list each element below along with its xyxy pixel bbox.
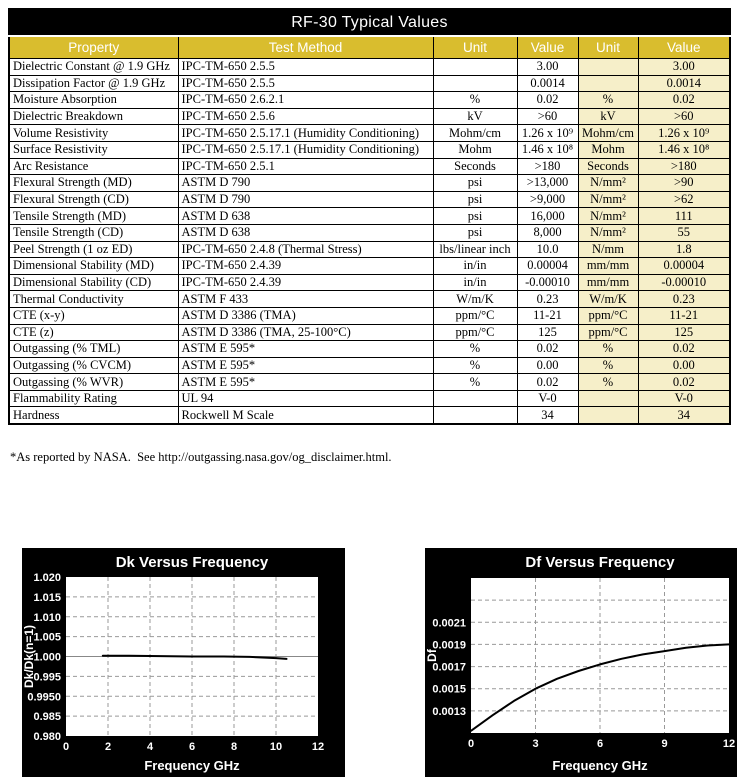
value-cell: 125 xyxy=(517,324,578,341)
svg-text:9: 9 xyxy=(661,738,668,750)
metric-value-cell: >60 xyxy=(638,108,730,125)
metric-unit-cell xyxy=(578,75,638,92)
property-cell: Volume Resistivity xyxy=(9,125,178,142)
value-cell: 0.00 xyxy=(517,357,578,374)
test-method-cell: IPC-TM-650 2.5.6 xyxy=(178,108,433,125)
dk-chart-svg xyxy=(22,548,345,777)
unit-cell xyxy=(433,75,517,92)
test-method-cell: ASTM D 638 xyxy=(178,208,433,225)
unit-cell: ppm/°C xyxy=(433,324,517,341)
test-method-cell: ASTM D 3386 (TMA, 25-100°C) xyxy=(178,324,433,341)
metric-unit-cell: % xyxy=(578,357,638,374)
value-cell: 0.02 xyxy=(517,374,578,391)
metric-value-cell: V-0 xyxy=(638,390,730,407)
table-row xyxy=(9,108,730,125)
value-cell: 0.23 xyxy=(517,291,578,308)
test-method-cell: IPC-TM-650 2.5.5 xyxy=(178,75,433,92)
test-method-cell: IPC-TM-650 2.5.17.1 (Humidity Conditioning) xyxy=(178,125,433,142)
unit-cell: W/m/K xyxy=(433,291,517,308)
property-cell: Peel Strength (1 oz ED) xyxy=(9,241,178,258)
test-method-cell: IPC-TM-650 2.6.2.1 xyxy=(178,92,433,109)
metric-value-cell: -0.00010 xyxy=(638,274,730,291)
metric-unit-cell: N/mm xyxy=(578,241,638,258)
metric-unit-cell xyxy=(578,407,638,424)
table-row xyxy=(9,175,730,192)
df-chart-svg xyxy=(425,548,737,777)
column-header-2: Unit xyxy=(433,36,517,59)
metric-unit-cell: kV xyxy=(578,108,638,125)
table-row xyxy=(9,158,730,175)
value-cell: 0.0014 xyxy=(517,75,578,92)
metric-value-cell: 1.26 x 10⁹ xyxy=(638,125,730,142)
svg-text:Frequency GHz: Frequency GHz xyxy=(144,758,240,773)
unit-cell: ppm/°C xyxy=(433,307,517,324)
unit-cell: % xyxy=(433,357,517,374)
unit-cell: psi xyxy=(433,175,517,192)
property-cell: Outgassing (% WVR) xyxy=(9,374,178,391)
table-row xyxy=(9,224,730,241)
column-header-row xyxy=(9,36,730,59)
svg-text:10: 10 xyxy=(269,741,283,753)
metric-value-cell: 34 xyxy=(638,407,730,424)
svg-text:0.9950: 0.9950 xyxy=(27,691,61,704)
unit-cell: % xyxy=(433,341,517,358)
test-method-cell: IPC-TM-650 2.4.8 (Thermal Stress) xyxy=(178,241,433,258)
metric-value-cell: >62 xyxy=(638,191,730,208)
svg-text:0.0021: 0.0021 xyxy=(432,617,466,630)
svg-text:12: 12 xyxy=(311,741,325,753)
metric-unit-cell: % xyxy=(578,374,638,391)
unit-cell xyxy=(433,390,517,407)
unit-cell: % xyxy=(433,374,517,391)
svg-text:Dk Versus Frequency: Dk Versus Frequency xyxy=(115,554,269,571)
test-method-cell: Rockwell M Scale xyxy=(178,407,433,424)
table-row xyxy=(9,241,730,258)
value-cell: 0.00004 xyxy=(517,258,578,275)
unit-cell: in/in xyxy=(433,258,517,275)
table-row xyxy=(9,191,730,208)
metric-value-cell: 0.0014 xyxy=(638,75,730,92)
dk-frequency-chart xyxy=(22,548,345,777)
unit-cell: lbs/linear inch xyxy=(433,241,517,258)
property-cell: Thermal Conductivity xyxy=(9,291,178,308)
table-row xyxy=(9,374,730,391)
metric-value-cell: 1.46 x 10⁸ xyxy=(638,141,730,158)
table-row xyxy=(9,141,730,158)
property-cell: Dissipation Factor @ 1.9 GHz xyxy=(9,75,178,92)
svg-text:0: 0 xyxy=(467,738,475,750)
svg-text:0.0013: 0.0013 xyxy=(432,705,466,718)
metric-unit-cell: N/mm² xyxy=(578,208,638,225)
unit-cell: Mohm/cm xyxy=(433,125,517,142)
unit-cell: Mohm xyxy=(433,141,517,158)
value-cell: 1.46 x 10⁸ xyxy=(517,141,578,158)
property-cell: Dimensional Stability (MD) xyxy=(9,258,178,275)
test-method-cell: ASTM E 595* xyxy=(178,357,433,374)
value-cell: 11-21 xyxy=(517,307,578,324)
column-header-1: Test Method xyxy=(178,36,433,59)
property-cell: Flexural Strength (CD) xyxy=(9,191,178,208)
df-frequency-chart xyxy=(425,548,737,777)
unit-cell: psi xyxy=(433,191,517,208)
table-row xyxy=(9,324,730,341)
metric-unit-cell: N/mm² xyxy=(578,175,638,192)
property-cell: Hardness xyxy=(9,407,178,424)
value-cell: 0.02 xyxy=(517,341,578,358)
property-cell: Dimensional Stability (CD) xyxy=(9,274,178,291)
metric-unit-cell: W/m/K xyxy=(578,291,638,308)
column-header-4: Unit xyxy=(578,36,638,59)
metric-value-cell: 125 xyxy=(638,324,730,341)
table-row xyxy=(9,208,730,225)
unit-cell: kV xyxy=(433,108,517,125)
metric-unit-cell: ppm/°C xyxy=(578,324,638,341)
metric-unit-cell: Mohm xyxy=(578,141,638,158)
spec-table xyxy=(8,8,731,425)
metric-value-cell: >180 xyxy=(638,158,730,175)
table-row xyxy=(9,341,730,358)
table-row xyxy=(9,307,730,324)
column-header-0: Property xyxy=(9,36,178,59)
property-cell: CTE (x-y) xyxy=(9,307,178,324)
svg-text:1.000: 1.000 xyxy=(33,651,61,664)
table-title: RF-30 Typical Values xyxy=(9,9,730,36)
svg-text:1.015: 1.015 xyxy=(33,591,61,604)
property-cell: Outgassing (% CVCM) xyxy=(9,357,178,374)
svg-text:0.980: 0.980 xyxy=(33,731,61,743)
metric-unit-cell: mm/mm xyxy=(578,274,638,291)
svg-text:0.0015: 0.0015 xyxy=(432,683,466,696)
property-cell: Moisture Absorption xyxy=(9,92,178,109)
metric-value-cell: 0.02 xyxy=(638,374,730,391)
metric-unit-cell: Seconds xyxy=(578,158,638,175)
table-row xyxy=(9,92,730,109)
table-row xyxy=(9,274,730,291)
svg-text:0.0019: 0.0019 xyxy=(432,639,466,652)
metric-value-cell: >90 xyxy=(638,175,730,192)
unit-cell: psi xyxy=(433,224,517,241)
table-row xyxy=(9,357,730,374)
test-method-cell: ASTM D 3386 (TMA) xyxy=(178,307,433,324)
metric-unit-cell xyxy=(578,59,638,76)
test-method-cell: ASTM D 790 xyxy=(178,191,433,208)
unit-cell xyxy=(433,59,517,76)
svg-text:Frequency GHz: Frequency GHz xyxy=(552,758,648,773)
property-cell: Tensile Strength (CD) xyxy=(9,224,178,241)
svg-text:0.985: 0.985 xyxy=(33,711,61,724)
svg-text:4: 4 xyxy=(146,741,154,753)
metric-unit-cell: % xyxy=(578,92,638,109)
property-cell: Dielectric Constant @ 1.9 GHz xyxy=(9,59,178,76)
test-method-cell: IPC-TM-650 2.5.5 xyxy=(178,59,433,76)
unit-cell: in/in xyxy=(433,274,517,291)
metric-value-cell: 111 xyxy=(638,208,730,225)
test-method-cell: ASTM F 433 xyxy=(178,291,433,308)
svg-text:3: 3 xyxy=(532,738,539,750)
table-row xyxy=(9,407,730,424)
value-cell: 34 xyxy=(517,407,578,424)
metric-value-cell: 3.00 xyxy=(638,59,730,76)
svg-text:Df: Df xyxy=(425,649,439,662)
column-header-3: Value xyxy=(517,36,578,59)
svg-text:8: 8 xyxy=(230,741,238,753)
test-method-cell: IPC-TM-650 2.4.39 xyxy=(178,258,433,275)
svg-text:6: 6 xyxy=(596,738,604,750)
property-cell: Arc Resistance xyxy=(9,158,178,175)
footnote: *As reported by NASA. See http://outgassing.nasa.gov/og_disclaimer.html. xyxy=(10,450,392,464)
value-cell: 16,000 xyxy=(517,208,578,225)
metric-value-cell: 0.00004 xyxy=(638,258,730,275)
column-header-5: Value xyxy=(638,36,730,59)
test-method-cell: IPC-TM-650 2.5.17.1 (Humidity Conditioning) xyxy=(178,141,433,158)
value-cell: >13,000 xyxy=(517,175,578,192)
metric-value-cell: 0.02 xyxy=(638,341,730,358)
test-method-cell: ASTM E 595* xyxy=(178,374,433,391)
svg-text:1.020: 1.020 xyxy=(33,572,61,584)
property-cell: CTE (z) xyxy=(9,324,178,341)
metric-value-cell: 55 xyxy=(638,224,730,241)
svg-text:6: 6 xyxy=(188,741,196,753)
table-row xyxy=(9,291,730,308)
test-method-cell: UL 94 xyxy=(178,390,433,407)
table-row xyxy=(9,125,730,142)
svg-text:12: 12 xyxy=(722,738,736,750)
metric-unit-cell: % xyxy=(578,341,638,358)
svg-text:Dk/Dk(n=1): Dk/Dk(n=1) xyxy=(22,624,36,689)
value-cell: V-0 xyxy=(517,390,578,407)
test-method-cell: ASTM D 638 xyxy=(178,224,433,241)
svg-text:0.995: 0.995 xyxy=(33,671,61,684)
svg-text:1.010: 1.010 xyxy=(33,611,61,624)
metric-value-cell: 0.23 xyxy=(638,291,730,308)
value-cell: >9,000 xyxy=(517,191,578,208)
metric-value-cell: 0.02 xyxy=(638,92,730,109)
metric-unit-cell: N/mm² xyxy=(578,191,638,208)
metric-value-cell: 0.00 xyxy=(638,357,730,374)
table-row xyxy=(9,75,730,92)
svg-text:0: 0 xyxy=(62,741,70,753)
table-row xyxy=(9,258,730,275)
metric-unit-cell: mm/mm xyxy=(578,258,638,275)
property-cell: Tensile Strength (MD) xyxy=(9,208,178,225)
value-cell: 3.00 xyxy=(517,59,578,76)
value-cell: >180 xyxy=(517,158,578,175)
value-cell: 10.0 xyxy=(517,241,578,258)
property-cell: Flexural Strength (MD) xyxy=(9,175,178,192)
svg-text:1.005: 1.005 xyxy=(33,631,61,644)
test-method-cell: IPC-TM-650 2.4.39 xyxy=(178,274,433,291)
metric-unit-cell xyxy=(578,390,638,407)
svg-text:0.0017: 0.0017 xyxy=(432,661,466,674)
property-cell: Dielectric Breakdown xyxy=(9,108,178,125)
property-cell: Surface Resistivity xyxy=(9,141,178,158)
table-row xyxy=(9,390,730,407)
unit-cell: psi xyxy=(433,208,517,225)
value-cell: 8,000 xyxy=(517,224,578,241)
svg-text:Df Versus Frequency: Df Versus Frequency xyxy=(525,554,675,571)
unit-cell xyxy=(433,407,517,424)
value-cell: -0.00010 xyxy=(517,274,578,291)
test-method-cell: IPC-TM-650 2.5.1 xyxy=(178,158,433,175)
metric-unit-cell: N/mm² xyxy=(578,224,638,241)
unit-cell: Seconds xyxy=(433,158,517,175)
value-cell: >60 xyxy=(517,108,578,125)
property-cell: Outgassing (% TML) xyxy=(9,341,178,358)
value-cell: 0.02 xyxy=(517,92,578,109)
property-cell: Flammability Rating xyxy=(9,390,178,407)
value-cell: 1.26 x 10⁹ xyxy=(517,125,578,142)
test-method-cell: ASTM D 790 xyxy=(178,175,433,192)
metric-unit-cell: Mohm/cm xyxy=(578,125,638,142)
metric-unit-cell: ppm/°C xyxy=(578,307,638,324)
table-row xyxy=(9,59,730,76)
svg-text:2: 2 xyxy=(104,741,112,753)
metric-value-cell: 1.8 xyxy=(638,241,730,258)
table-title-row xyxy=(9,9,730,36)
unit-cell: % xyxy=(433,92,517,109)
test-method-cell: ASTM E 595* xyxy=(178,341,433,358)
metric-value-cell: 11-21 xyxy=(638,307,730,324)
